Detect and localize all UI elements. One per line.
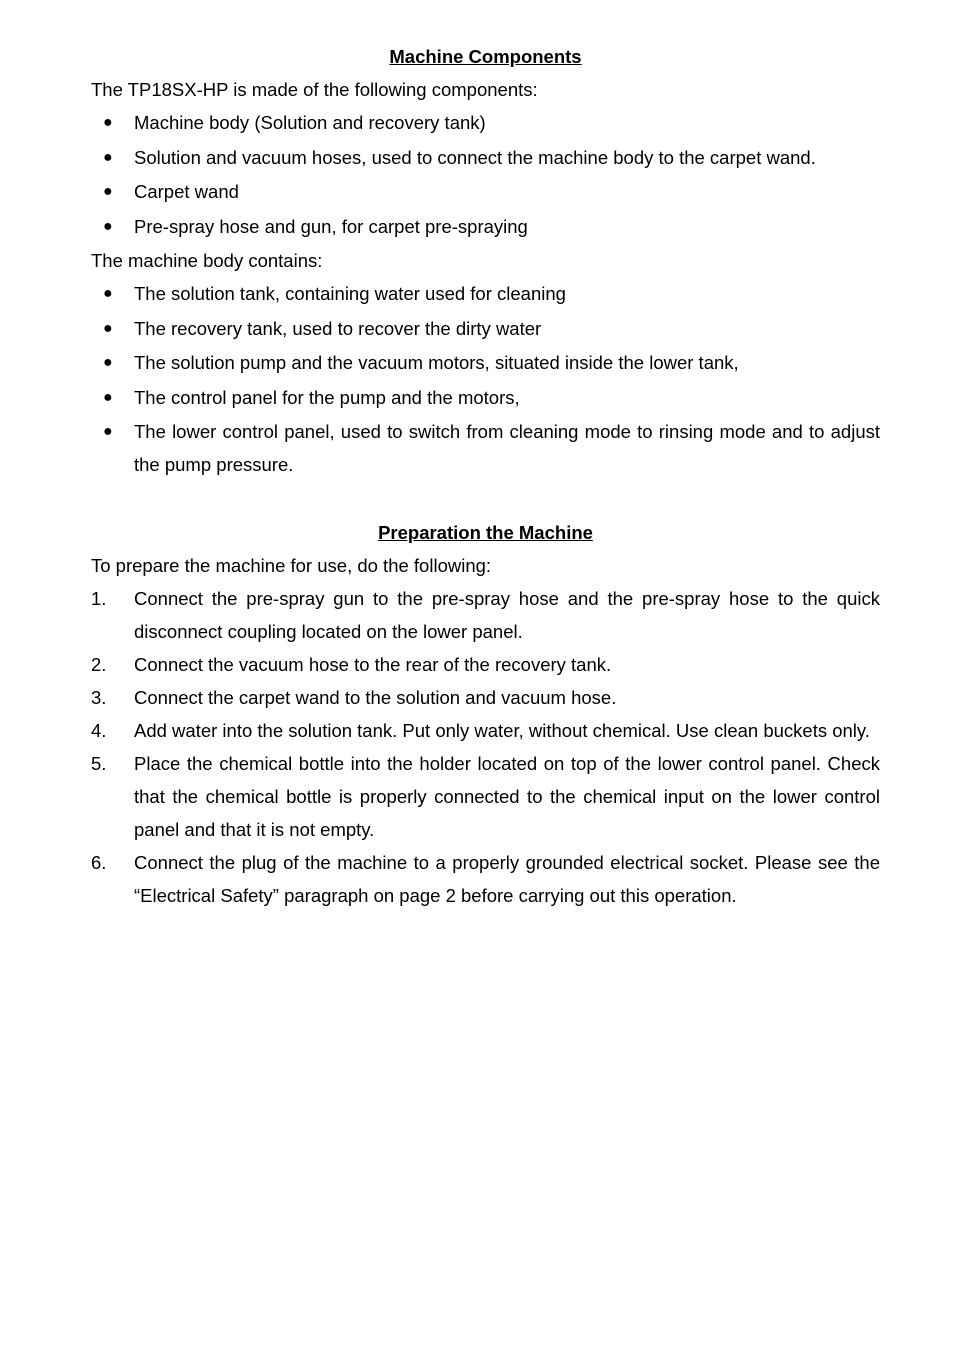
- step-item: [91, 648, 880, 681]
- list-item-text: Solution and vacuum hoses, used to connect the machine body to the carpet wand.: [134, 146, 816, 168]
- list-item-text: Carpet wand: [134, 181, 239, 202]
- body-contents-intro: The machine body contains:: [91, 250, 323, 271]
- bullet-icon: ●: [103, 183, 113, 200]
- body-parts-list: [91, 277, 880, 481]
- components-list: [91, 106, 880, 243]
- list-item-text: The solution pump and the vacuum motors, situated inside the lower tank,: [134, 352, 739, 373]
- components-intro: The TP18SX-HP is made of the following components:: [91, 79, 538, 100]
- list-item: [91, 277, 880, 310]
- bullet-icon: ●: [103, 388, 113, 406]
- list-item: [91, 175, 880, 208]
- section-heading-preparation: Preparation the Machine: [378, 521, 593, 543]
- section-heading-machine-components: Machine Components: [389, 46, 582, 67]
- section-spacer: [91, 483, 880, 516]
- list-item-text: The solution tank, containing water used for cleaning: [134, 283, 566, 304]
- step-number: 6.: [91, 851, 107, 873]
- step-text: Connect the vacuum hose to the rear of the recovery tank.: [134, 653, 612, 675]
- step-number: 5.: [91, 752, 107, 774]
- document-page: [91, 40, 880, 912]
- list-item-text: Machine body (Solution and recovery tank): [134, 112, 486, 133]
- step-text: Add water into the solution tank. Put only water, without chemical. Use clean buckets only.: [134, 719, 870, 741]
- step-item: [91, 714, 880, 747]
- list-item-text: Pre-spray hose and gun, for carpet pre-spraying: [134, 215, 528, 237]
- bullet-icon: ●: [103, 319, 113, 337]
- list-item: [91, 381, 880, 414]
- list-item-text: The recovery tank, used to recover the dirty water: [134, 317, 542, 339]
- list-item: [91, 312, 880, 345]
- step-number: 2.: [91, 653, 107, 675]
- list-item: [91, 141, 880, 174]
- step-text: Connect the pre-spray gun to the pre-spray hose and the pre-spray hose to the quick disconnect coupling located on the lower panel.: [134, 587, 880, 642]
- list-item: [91, 210, 880, 243]
- step-number: 4.: [91, 719, 107, 741]
- step-item: [91, 681, 880, 714]
- step-text: Connect the plug of the machine to a properly grounded electrical socket. Please see the “Electrical Safety” paragraph on page 2 before carrying out this operation.: [134, 851, 880, 906]
- bullet-icon: ●: [103, 285, 113, 302]
- preparation-steps-list: [91, 582, 880, 912]
- step-number: 1.: [91, 587, 107, 609]
- step-text: Connect the carpet wand to the solution and vacuum hose.: [134, 686, 617, 708]
- list-item-text: The lower control panel, used to switch from cleaning mode to rinsing mode and to adjust the pump pressure.: [134, 421, 880, 475]
- bullet-icon: ●: [103, 423, 113, 440]
- bullet-icon: ●: [103, 354, 113, 371]
- step-item: [91, 846, 880, 912]
- step-item: [91, 747, 880, 846]
- list-item-text: The control panel for the pump and the motors,: [134, 386, 520, 408]
- bullet-icon: ●: [103, 217, 113, 235]
- bullet-icon: ●: [103, 114, 113, 131]
- step-item: [91, 582, 880, 648]
- step-number: 3.: [91, 686, 107, 708]
- list-item: [91, 106, 880, 139]
- preparation-intro: To prepare the machine for use, do the following:: [91, 554, 492, 576]
- bullet-icon: ●: [103, 148, 113, 166]
- list-item: [91, 346, 880, 379]
- list-item: [91, 415, 880, 481]
- step-text: Place the chemical bottle into the holder located on top of the lower control panel. Check that the chemical bottle is properly connected to the chemical input on the lower control panel and that it is not empty.: [134, 752, 880, 840]
